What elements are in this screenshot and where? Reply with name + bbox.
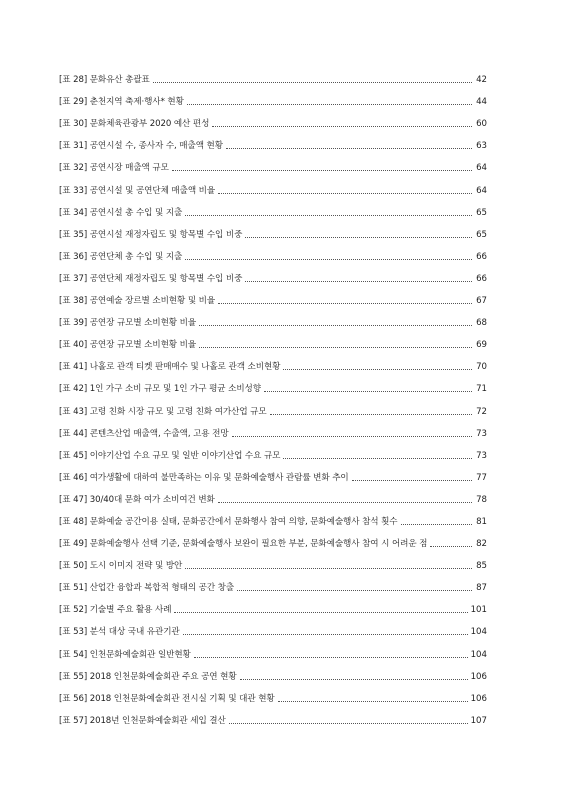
toc-entry-label: [표 32] 공연시장 매출액 규모 (59, 163, 169, 174)
toc-entry-page: 78 (476, 494, 487, 505)
toc-entry-page: 87 (476, 583, 487, 594)
toc-entry-page: 85 (476, 561, 487, 572)
toc-entry[interactable] (59, 86, 487, 108)
dot-leader (185, 568, 472, 569)
toc-entry-label: [표 52] 기술별 주요 활용 사례 (59, 605, 172, 616)
toc-entry-page: 42 (476, 75, 487, 86)
toc-entry[interactable] (59, 307, 487, 329)
dot-leader (237, 590, 472, 591)
dot-leader (199, 347, 472, 348)
toc-entry-page: 82 (476, 539, 487, 550)
toc-entry-label: [표 42] 1인 가구 소비 규모 및 1인 가구 평균 소비성향 (59, 384, 261, 395)
toc-entry-page: 67 (476, 296, 487, 307)
dot-leader (283, 458, 472, 459)
toc-entry-page: 63 (476, 141, 487, 152)
toc-entry-label: [표 55] 2018 인천문화예술회관 주요 공연 현황 (59, 671, 237, 682)
toc-entry-label: [표 44] 콘텐츠산업 매출액, 수출액, 고용 전망 (59, 428, 229, 439)
toc-entry[interactable] (59, 462, 487, 484)
toc-entry[interactable] (59, 440, 487, 462)
dot-leader (218, 193, 472, 194)
toc-entry[interactable] (59, 64, 487, 86)
toc-entry-label: [표 28] 문화유산 총괄표 (59, 75, 150, 86)
dot-leader (283, 369, 472, 370)
toc-entry-label: [표 56] 2018 인천문화예술회관 전시실 기획 및 대관 현황 (59, 693, 275, 704)
toc-entry-label: [표 34] 공연시설 총 수입 및 지출 (59, 207, 183, 218)
dot-leader (245, 281, 472, 282)
toc-entry-label: [표 40] 공연장 규모별 소비현황 비율 (59, 340, 197, 351)
dot-leader (172, 170, 472, 171)
toc-entry[interactable] (59, 351, 487, 373)
table-of-tables (59, 64, 487, 727)
toc-entry[interactable] (59, 108, 487, 130)
toc-entry-label: [표 39] 공연장 규모별 소비현황 비율 (59, 318, 197, 329)
toc-entry[interactable] (59, 484, 487, 506)
toc-entry-page: 65 (476, 229, 487, 240)
toc-entry-page: 72 (476, 406, 487, 417)
toc-entry-page: 66 (476, 273, 487, 284)
dot-leader (185, 215, 472, 216)
toc-entry-page: 60 (476, 119, 487, 130)
toc-entry-page: 69 (476, 340, 487, 351)
toc-entry[interactable] (59, 152, 487, 174)
toc-entry-page: 107 (470, 715, 487, 726)
dot-leader (264, 391, 472, 392)
dot-leader (185, 259, 472, 260)
toc-entry-page: 73 (476, 428, 487, 439)
toc-entry[interactable] (59, 219, 487, 241)
toc-entry[interactable] (59, 506, 487, 528)
toc-entry[interactable] (59, 373, 487, 395)
dot-leader (187, 104, 472, 105)
toc-entry-page: 44 (476, 97, 487, 108)
dot-leader (183, 634, 468, 635)
toc-entry-label: [표 49] 문화예술행사 선택 기준, 문화예술행사 보완이 필요한 부분, 문화예술행사 참여 시 어려운 점 (59, 539, 428, 550)
toc-entry-page: 66 (476, 251, 487, 262)
toc-entry-label: [표 35] 공연시설 재정자립도 및 항목별 수입 비중 (59, 229, 243, 240)
toc-entry-page: 77 (476, 472, 487, 483)
toc-entry-page: 104 (470, 627, 487, 638)
toc-entry[interactable] (59, 263, 487, 285)
toc-entry-page: 70 (476, 362, 487, 373)
toc-entry[interactable] (59, 197, 487, 219)
toc-entry-label: [표 43] 고령 친화 시장 규모 및 고령 친화 여가산업 규모 (59, 406, 267, 417)
toc-entry-label: [표 41] 나홀로 관객 티켓 판매매수 및 나홀로 관객 소비현황 (59, 362, 281, 373)
toc-entry-label: [표 45] 이야기산업 수요 규모 및 일반 이야기산업 수요 규모 (59, 450, 281, 461)
dot-leader (153, 82, 472, 83)
toc-entry-page: 81 (476, 516, 487, 527)
toc-entry-page: 106 (470, 693, 487, 704)
toc-entry-label: [표 47] 30/40대 문화 여가 소비여건 변화 (59, 494, 215, 505)
dot-leader (174, 612, 467, 613)
dot-leader (245, 237, 472, 238)
toc-entry-page: 68 (476, 318, 487, 329)
dot-leader (199, 325, 472, 326)
dot-leader (226, 148, 472, 149)
toc-entry-label: [표 54] 인천문화예술회관 일반현황 (59, 649, 191, 660)
toc-entry[interactable] (59, 528, 487, 550)
toc-entry[interactable] (59, 241, 487, 263)
toc-entry-label: [표 57] 2018년 인천문화예술회관 세입 결산 (59, 715, 226, 726)
toc-entry[interactable] (59, 418, 487, 440)
toc-entry-label: [표 30] 문화체육관광부 2020 예산 편성 (59, 119, 210, 130)
toc-entry[interactable] (59, 572, 487, 594)
toc-entry[interactable] (59, 130, 487, 152)
toc-entry[interactable] (59, 329, 487, 351)
toc-entry-label: [표 48] 문화예술 공간이용 실태, 문화공간에서 문화행사 참여 의향, 문화예술행사 참석 횟수 (59, 516, 398, 527)
toc-entry-page: 64 (476, 163, 487, 174)
toc-entry-label: [표 31] 공연시설 수, 종사자 수, 매출액 현황 (59, 141, 223, 152)
toc-entry-label: [표 50] 도시 이미지 전략 및 방안 (59, 561, 183, 572)
dot-leader (278, 701, 468, 702)
dot-leader (240, 679, 468, 680)
toc-entry-label: [표 36] 공연단체 총 수입 및 지출 (59, 251, 183, 262)
toc-entry[interactable] (59, 638, 487, 660)
dot-leader (194, 657, 468, 658)
toc-entry-label: [표 29] 춘천지역 축제·행사* 현황 (59, 97, 184, 108)
dot-leader (212, 126, 472, 127)
dot-leader (430, 546, 472, 547)
toc-entry-page: 101 (470, 605, 487, 616)
dot-leader (270, 414, 472, 415)
toc-entry-label: [표 37] 공연단체 재정자립도 및 항목별 수입 비중 (59, 273, 243, 284)
dot-leader (229, 723, 468, 724)
toc-entry-page: 71 (476, 384, 487, 395)
toc-entry[interactable] (59, 285, 487, 307)
toc-entry-label: [표 46] 여가생활에 대하여 불만족하는 이유 및 문화예술행사 관람률 변화 추이 (59, 472, 349, 483)
toc-entry-label: [표 51] 산업간 융합과 복합적 형태의 공간 창출 (59, 583, 235, 594)
toc-entry-page: 65 (476, 207, 487, 218)
toc-entry[interactable] (59, 705, 487, 727)
dot-leader (218, 303, 472, 304)
toc-entry-page: 104 (470, 649, 487, 660)
toc-entry[interactable] (59, 683, 487, 705)
dot-leader (218, 502, 472, 503)
toc-entry[interactable] (59, 661, 487, 683)
toc-entry-page: 106 (470, 671, 487, 682)
toc-entry-label: [표 53] 분석 대상 국내 유관기관 (59, 627, 180, 638)
toc-entry-page: 73 (476, 450, 487, 461)
toc-entry-page: 64 (476, 185, 487, 196)
toc-entry-label: [표 33] 공연시설 및 공연단체 매출액 비율 (59, 185, 216, 196)
toc-entry[interactable] (59, 550, 487, 572)
toc-entry[interactable] (59, 174, 487, 196)
toc-entry[interactable] (59, 395, 487, 417)
dot-leader (401, 524, 472, 525)
dot-leader (352, 480, 472, 481)
toc-entry-label: [표 38] 공연예술 장르별 소비현황 및 비율 (59, 296, 216, 307)
toc-entry[interactable] (59, 594, 487, 616)
dot-leader (232, 436, 472, 437)
toc-entry[interactable] (59, 616, 487, 638)
